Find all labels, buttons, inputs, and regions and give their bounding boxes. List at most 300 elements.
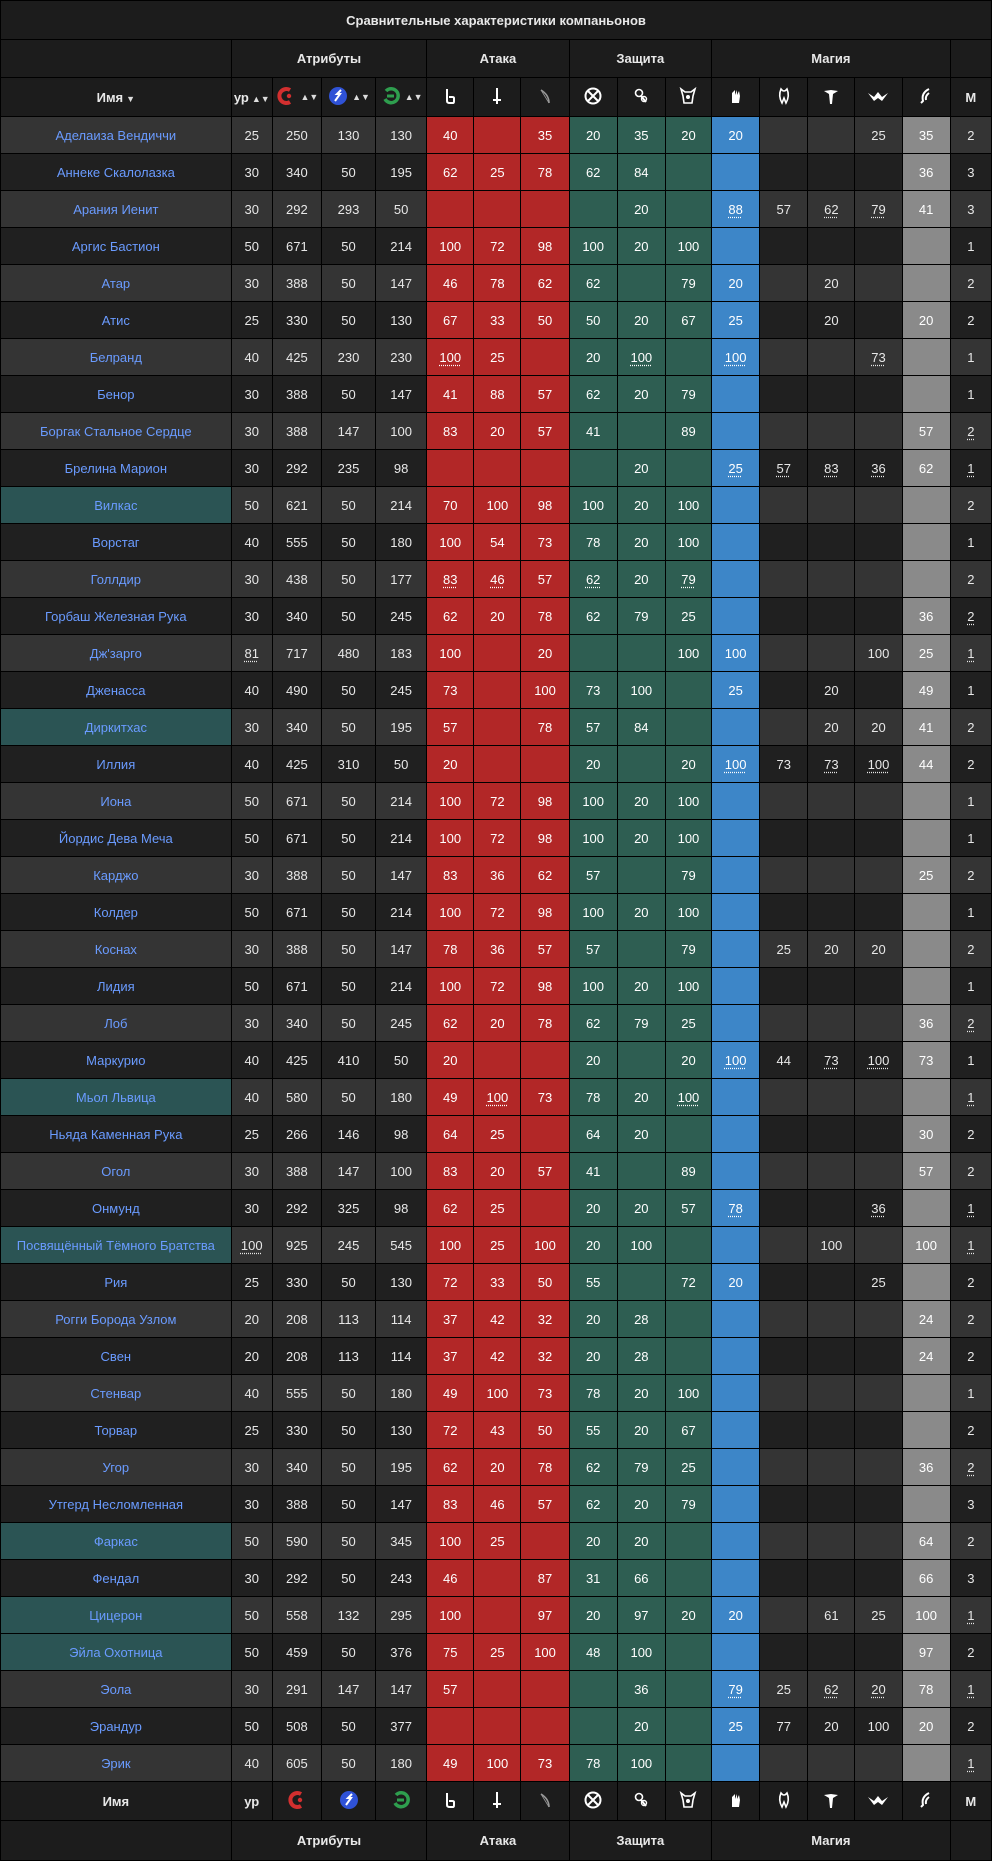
- stat-cell: [760, 450, 808, 487]
- stat-cell: 40: [231, 1375, 272, 1412]
- stat-cell: 57: [521, 1486, 569, 1523]
- stat-value-link[interactable]: 62: [824, 201, 839, 217]
- stat-cell: [760, 1264, 808, 1301]
- stat-cell: [474, 746, 521, 783]
- companion-name-link[interactable]: Стенвар: [1, 1375, 232, 1412]
- stat-cell: 50: [321, 561, 375, 598]
- companion-name-link[interactable]: Голлдир: [1, 561, 232, 598]
- stat-cell: 459: [272, 1634, 321, 1671]
- stat-cell: [712, 1153, 760, 1190]
- companion-name-link[interactable]: Фендал: [1, 1560, 232, 1597]
- stat-cell: 41: [902, 191, 950, 228]
- stat-cell: 20: [569, 1597, 617, 1634]
- companion-name-link[interactable]: Ньяда Каменная Рука: [1, 1116, 232, 1153]
- stat-cell: 72: [665, 1264, 711, 1301]
- stat-cell: 33: [474, 302, 521, 339]
- stat-cell: [474, 635, 521, 672]
- stamina-icon: [380, 85, 402, 110]
- stat-cell: 20: [427, 746, 474, 783]
- stat-cell: 25: [902, 857, 950, 894]
- stat-cell: [855, 1412, 902, 1449]
- stat-value-link[interactable]: 1: [967, 645, 975, 661]
- stat-cell: [855, 894, 902, 931]
- health-icon: [286, 1789, 308, 1814]
- companion-name-link[interactable]: Атар: [1, 265, 232, 302]
- stat-cell: 671: [272, 783, 321, 820]
- stat-value-link[interactable]: 36: [871, 1200, 886, 1216]
- footer-name-label: Имя: [1, 1782, 232, 1821]
- stat-value-link[interactable]: 100: [867, 756, 890, 772]
- stat-cell: 57: [569, 931, 617, 968]
- stat-cell: 79: [665, 931, 711, 968]
- stat-cell: 30: [231, 857, 272, 894]
- one-handed-column-header[interactable]: [427, 78, 474, 117]
- stat-cell: 100: [474, 487, 521, 524]
- companion-name-link[interactable]: Дженасса: [1, 672, 232, 709]
- stat-cell: [855, 1449, 902, 1486]
- alteration-column-header[interactable]: [712, 78, 760, 117]
- stat-value-link[interactable]: 100: [630, 349, 653, 365]
- companion-name-link[interactable]: Диркитхас: [1, 709, 232, 746]
- stat-cell: 83: [427, 1486, 474, 1523]
- stat-cell: [902, 820, 950, 857]
- companion-name-link[interactable]: Боргак Стальное Сердце: [1, 413, 232, 450]
- stat-cell: 20: [617, 450, 665, 487]
- stat-value-link[interactable]: 2: [967, 1459, 975, 1475]
- stat-cell: 100: [474, 1375, 521, 1412]
- stat-cell: 79: [665, 376, 711, 413]
- stat-cell: [950, 1449, 991, 1486]
- stat-cell: 25: [665, 598, 711, 635]
- table-row: [1, 1301, 992, 1338]
- table-row: [1, 450, 992, 487]
- companion-name-link[interactable]: Фаркас: [1, 1523, 232, 1560]
- stat-cell: [855, 1227, 902, 1264]
- stat-cell: 73: [760, 746, 808, 783]
- two-handed-column-header[interactable]: [474, 78, 521, 117]
- stat-cell: [902, 1079, 950, 1116]
- stat-cell: 79: [665, 1486, 711, 1523]
- archery-icon: [537, 1791, 553, 1812]
- alteration-icon: [728, 1791, 744, 1812]
- companion-name-link[interactable]: Ворстаг: [1, 524, 232, 561]
- stat-cell: 388: [272, 1486, 321, 1523]
- stat-cell: 89: [665, 413, 711, 450]
- stat-cell: 20: [617, 1079, 665, 1116]
- stat-cell: [902, 228, 950, 265]
- stat-cell: 25: [474, 1116, 521, 1153]
- companion-name-link[interactable]: Свен: [1, 1338, 232, 1375]
- stat-cell: [760, 117, 808, 154]
- stat-cell: [855, 1005, 902, 1042]
- stat-value-link[interactable]: 1: [967, 460, 975, 476]
- stat-cell: 20: [569, 1523, 617, 1560]
- stat-cell: [808, 487, 855, 524]
- companion-name-link[interactable]: Рогги Борода Узлом: [1, 1301, 232, 1338]
- alteration-icon: [728, 87, 744, 108]
- stat-cell: 250: [272, 117, 321, 154]
- stat-cell: 50: [321, 1449, 375, 1486]
- stat-cell: 30: [231, 1671, 272, 1708]
- magicka-icon: [338, 1789, 360, 1814]
- table-row: [1, 1708, 992, 1745]
- stat-cell: 410: [321, 1042, 375, 1079]
- stat-value-link[interactable]: 79: [681, 571, 696, 587]
- stat-value-link[interactable]: 73: [871, 349, 886, 365]
- archery-column-header[interactable]: [521, 78, 569, 117]
- stat-cell: 25: [231, 1116, 272, 1153]
- stat-cell: [950, 413, 991, 450]
- stat-cell: 20: [474, 1153, 521, 1190]
- stat-value-link[interactable]: 100: [240, 1237, 263, 1253]
- stat-cell: 78: [569, 524, 617, 561]
- table-row: [1, 1634, 992, 1671]
- stat-value-link[interactable]: 88: [728, 201, 743, 217]
- stat-cell: 291: [272, 1671, 321, 1708]
- stat-value-link[interactable]: 100: [677, 1089, 700, 1105]
- stat-value-link[interactable]: 1: [967, 1200, 975, 1216]
- magicka-column-header[interactable]: [321, 78, 375, 117]
- stat-cell: 100: [569, 894, 617, 931]
- companion-name-link[interactable]: Коснах: [1, 931, 232, 968]
- stat-cell: 20: [902, 302, 950, 339]
- stat-cell: 340: [272, 1005, 321, 1042]
- stat-cell: [808, 820, 855, 857]
- stat-cell: 57: [665, 1190, 711, 1227]
- stat-cell: [855, 746, 902, 783]
- block-column-header[interactable]: [569, 78, 617, 117]
- companion-name-link[interactable]: Огол: [1, 1153, 232, 1190]
- stat-cell: 64: [427, 1116, 474, 1153]
- companion-name-link[interactable]: Бенор: [1, 376, 232, 413]
- stat-cell: 50: [321, 894, 375, 931]
- stat-cell: [808, 1412, 855, 1449]
- stat-cell: 50: [231, 1708, 272, 1745]
- stat-cell: 20: [617, 894, 665, 931]
- stat-cell: 425: [272, 339, 321, 376]
- stat-cell: 50: [321, 820, 375, 857]
- table-row: [1, 1005, 992, 1042]
- stat-cell: 98: [521, 968, 569, 1005]
- stat-value-link[interactable]: 100: [724, 349, 747, 365]
- stat-cell: 100: [665, 1375, 711, 1412]
- stamina-column-header[interactable]: [376, 78, 427, 117]
- stat-cell: 67: [665, 1412, 711, 1449]
- companion-name-link[interactable]: Лидия: [1, 968, 232, 1005]
- stat-cell: 62: [569, 154, 617, 191]
- stat-cell: 100: [617, 1634, 665, 1671]
- stat-cell: 44: [902, 746, 950, 783]
- stat-cell: [712, 1486, 760, 1523]
- footer-one-handed-icon-cell: [427, 1782, 474, 1821]
- stat-cell: 50: [376, 191, 427, 228]
- stat-cell: 208: [272, 1338, 321, 1375]
- stat-value-link[interactable]: 83: [443, 571, 458, 587]
- companion-name-link[interactable]: Маркурио: [1, 1042, 232, 1079]
- stat-cell: 245: [376, 598, 427, 635]
- stat-cell: 20: [569, 117, 617, 154]
- stat-cell: 25: [855, 1264, 902, 1301]
- stat-cell: 50: [521, 302, 569, 339]
- stat-cell: 100: [376, 413, 427, 450]
- stat-cell: 79: [665, 265, 711, 302]
- stat-value-link[interactable]: 100: [486, 1089, 509, 1105]
- stat-cell: [855, 1671, 902, 1708]
- stat-cell: [855, 1486, 902, 1523]
- stat-cell: 30: [231, 561, 272, 598]
- companion-name-link[interactable]: Эйла Охотница: [1, 1634, 232, 1671]
- companion-name-link[interactable]: Горбаш Железная Рука: [1, 598, 232, 635]
- conjuration-column-header[interactable]: [760, 78, 808, 117]
- companion-name-link[interactable]: Эрик: [1, 1745, 232, 1782]
- companion-name-link[interactable]: Онмунд: [1, 1190, 232, 1227]
- companion-name-link[interactable]: Цицерон: [1, 1597, 232, 1634]
- stat-cell: [760, 265, 808, 302]
- stat-value-link[interactable]: 1: [967, 1089, 975, 1105]
- stat-cell: 100: [427, 1523, 474, 1560]
- stat-cell: 20: [521, 635, 569, 672]
- stat-value-link[interactable]: 100: [724, 1052, 747, 1068]
- companion-name-link[interactable]: Брелина Марион: [1, 450, 232, 487]
- stat-cell: [617, 746, 665, 783]
- stat-cell: [760, 1523, 808, 1560]
- stat-cell: 1: [950, 339, 991, 376]
- illusion-column-header[interactable]: [855, 78, 902, 117]
- stat-cell: [712, 1745, 760, 1782]
- stat-cell: [760, 1005, 808, 1042]
- footer-alteration-icon-cell: [712, 1782, 760, 1821]
- stat-value-link[interactable]: 81: [244, 645, 259, 661]
- stat-value-link[interactable]: 20: [871, 1681, 886, 1697]
- companion-name-link[interactable]: Аннеке Скалолазка: [1, 154, 232, 191]
- stat-cell: 1: [950, 672, 991, 709]
- companion-name-link[interactable]: Дж'зарго: [1, 635, 232, 672]
- stat-value-link[interactable]: 1: [967, 1755, 975, 1771]
- companion-name-link[interactable]: Атис: [1, 302, 232, 339]
- stat-value-link[interactable]: 2: [967, 608, 975, 624]
- stat-value-link[interactable]: 57: [776, 460, 791, 476]
- companion-name-link[interactable]: Аргис Бастион: [1, 228, 232, 265]
- table-row: [1, 265, 992, 302]
- heavy-armor-column-header[interactable]: [617, 78, 665, 117]
- stat-cell: [855, 598, 902, 635]
- stat-value-link[interactable]: 1: [967, 1607, 975, 1623]
- stat-cell: [665, 1523, 711, 1560]
- stat-cell: 2: [950, 1708, 991, 1745]
- stat-cell: 77: [760, 1708, 808, 1745]
- stat-cell: [712, 820, 760, 857]
- stat-value-link[interactable]: 100: [724, 756, 747, 772]
- restoration-icon: [917, 1791, 935, 1812]
- stat-cell: [855, 487, 902, 524]
- companion-name-link[interactable]: Рия: [1, 1264, 232, 1301]
- stat-cell: [617, 1264, 665, 1301]
- stat-cell: 57: [521, 931, 569, 968]
- stat-cell: [760, 1449, 808, 1486]
- stat-cell: 28: [617, 1301, 665, 1338]
- table-row: [1, 1671, 992, 1708]
- stat-cell: [665, 1301, 711, 1338]
- stat-cell: [665, 1560, 711, 1597]
- stat-cell: [855, 339, 902, 376]
- stat-value-link[interactable]: 25: [728, 460, 743, 476]
- stat-cell: [665, 709, 711, 746]
- stat-cell: 3: [950, 154, 991, 191]
- stat-cell: [665, 339, 711, 376]
- stat-cell: [712, 413, 760, 450]
- stat-value-link[interactable]: 62: [585, 571, 601, 587]
- stat-cell: [712, 1634, 760, 1671]
- stat-cell: [902, 783, 950, 820]
- stat-cell: 100: [665, 894, 711, 931]
- stat-cell: 62: [521, 265, 569, 302]
- restoration-column-header[interactable]: [902, 78, 950, 117]
- stat-cell: 558: [272, 1597, 321, 1634]
- stat-value-link[interactable]: 73: [824, 1052, 839, 1068]
- misc-column-header[interactable]: М: [950, 78, 991, 117]
- stat-value-link[interactable]: 1: [967, 1237, 975, 1253]
- stat-cell: 73: [521, 1375, 569, 1412]
- stat-cell: 388: [272, 265, 321, 302]
- stat-cell: [808, 1190, 855, 1227]
- stat-value-link[interactable]: 79: [871, 201, 886, 217]
- stat-cell: 40: [427, 117, 474, 154]
- stat-cell: [712, 1338, 760, 1375]
- companion-name-link[interactable]: Угор: [1, 1449, 232, 1486]
- companion-name-link[interactable]: Посвящённый Тёмного Братства: [1, 1227, 232, 1264]
- footer-heavy-armor-icon-cell: [617, 1782, 665, 1821]
- stat-value-link[interactable]: 2: [967, 423, 975, 439]
- stat-cell: 40: [231, 1745, 272, 1782]
- stat-cell: 57: [427, 1671, 474, 1708]
- stat-cell: 78: [521, 154, 569, 191]
- stat-value-link[interactable]: 83: [824, 460, 839, 476]
- companion-name-link[interactable]: Карджо: [1, 857, 232, 894]
- stat-cell: 100: [855, 635, 902, 672]
- stat-cell: [712, 857, 760, 894]
- stat-cell: 580: [272, 1079, 321, 1116]
- stat-cell: 67: [427, 302, 474, 339]
- stat-cell: [427, 339, 474, 376]
- stat-cell: [808, 1375, 855, 1412]
- companion-name-link[interactable]: Эрандур: [1, 1708, 232, 1745]
- companion-name-link[interactable]: Аделаиза Вендиччи: [1, 117, 232, 154]
- stat-cell: [760, 1634, 808, 1671]
- stat-cell: 20: [617, 1412, 665, 1449]
- stat-cell: 72: [474, 783, 521, 820]
- stat-value-link[interactable]: 36: [871, 460, 886, 476]
- companion-name-link[interactable]: Иллия: [1, 746, 232, 783]
- stat-cell: 147: [321, 1153, 375, 1190]
- stat-cell: 36: [474, 931, 521, 968]
- stat-cell: 62: [427, 1005, 474, 1042]
- stat-cell: [902, 1264, 950, 1301]
- footer-light-armor-icon-cell: [665, 1782, 711, 1821]
- stat-cell: 340: [272, 709, 321, 746]
- stat-cell: [855, 1375, 902, 1412]
- stat-value-link[interactable]: 1: [967, 1681, 975, 1697]
- stat-value-link[interactable]: 46: [490, 571, 505, 587]
- stat-cell: 25: [712, 302, 760, 339]
- light-armor-column-header[interactable]: [665, 78, 711, 117]
- stat-cell: 100: [665, 228, 711, 265]
- stat-value-link[interactable]: 2: [967, 1015, 975, 1031]
- stat-cell: 100: [617, 1227, 665, 1264]
- stat-value-link[interactable]: 73: [824, 756, 839, 772]
- stat-cell: 37: [427, 1338, 474, 1375]
- stat-cell: 30: [231, 1190, 272, 1227]
- companion-name-link[interactable]: Вилкас: [1, 487, 232, 524]
- stat-cell: [712, 746, 760, 783]
- health-column-header[interactable]: [272, 78, 321, 117]
- stat-cell: 84: [617, 709, 665, 746]
- stat-cell: 147: [376, 931, 427, 968]
- companion-name-link[interactable]: Лоб: [1, 1005, 232, 1042]
- companion-name-link[interactable]: Белранд: [1, 339, 232, 376]
- stat-cell: 49: [427, 1745, 474, 1782]
- stat-cell: 36: [902, 598, 950, 635]
- stat-value-link[interactable]: 100: [439, 349, 462, 365]
- stat-cell: 671: [272, 228, 321, 265]
- stat-cell: 79: [617, 1449, 665, 1486]
- stat-cell: 50: [376, 1042, 427, 1079]
- stat-cell: 100: [474, 1745, 521, 1782]
- stat-cell: [760, 820, 808, 857]
- stat-value-link[interactable]: 62: [824, 1681, 839, 1697]
- stat-cell: [902, 931, 950, 968]
- companion-name-link[interactable]: Йордис Дева Меча: [1, 820, 232, 857]
- stat-value-link[interactable]: 78: [728, 1200, 743, 1216]
- stat-value-link[interactable]: 100: [867, 1052, 890, 1068]
- stat-cell: [808, 894, 855, 931]
- destruction-column-header[interactable]: [808, 78, 855, 117]
- companion-name-link[interactable]: Эола: [1, 1671, 232, 1708]
- stat-cell: [521, 1042, 569, 1079]
- companion-name-link[interactable]: Торвар: [1, 1412, 232, 1449]
- footer-restoration-icon-cell: [902, 1782, 950, 1821]
- companion-name-link[interactable]: Колдер: [1, 894, 232, 931]
- level-column-header[interactable]: ур ▲▼: [231, 78, 272, 117]
- stat-cell: 30: [231, 450, 272, 487]
- stat-cell: [712, 709, 760, 746]
- companion-name-link[interactable]: Утгерд Несломленная: [1, 1486, 232, 1523]
- stat-cell: 50: [321, 1634, 375, 1671]
- stat-cell: 75: [427, 1634, 474, 1671]
- name-column-header[interactable]: Имя ▼: [1, 78, 232, 117]
- stat-cell: 20: [569, 1042, 617, 1079]
- companion-name-link[interactable]: Арания Иенит: [1, 191, 232, 228]
- group-attack: Атака: [427, 40, 569, 78]
- stat-cell: 1: [950, 1042, 991, 1079]
- stat-cell: 20: [617, 968, 665, 1005]
- stat-cell: 50: [521, 1264, 569, 1301]
- companion-name-link[interactable]: Мьол Львица: [1, 1079, 232, 1116]
- footer-destruction-icon-cell: [808, 1782, 855, 1821]
- stat-cell: [808, 1634, 855, 1671]
- stat-cell: [760, 783, 808, 820]
- stat-cell: 57: [521, 413, 569, 450]
- companion-name-link[interactable]: Иона: [1, 783, 232, 820]
- stat-cell: 214: [376, 228, 427, 265]
- stat-cell: 20: [665, 746, 711, 783]
- table-row: [1, 672, 992, 709]
- stat-cell: 100: [617, 1745, 665, 1782]
- stat-cell: 20: [855, 931, 902, 968]
- stat-value-link[interactable]: 79: [728, 1681, 743, 1697]
- table-row: [1, 1486, 992, 1523]
- stat-cell: 66: [617, 1560, 665, 1597]
- stat-cell: 310: [321, 746, 375, 783]
